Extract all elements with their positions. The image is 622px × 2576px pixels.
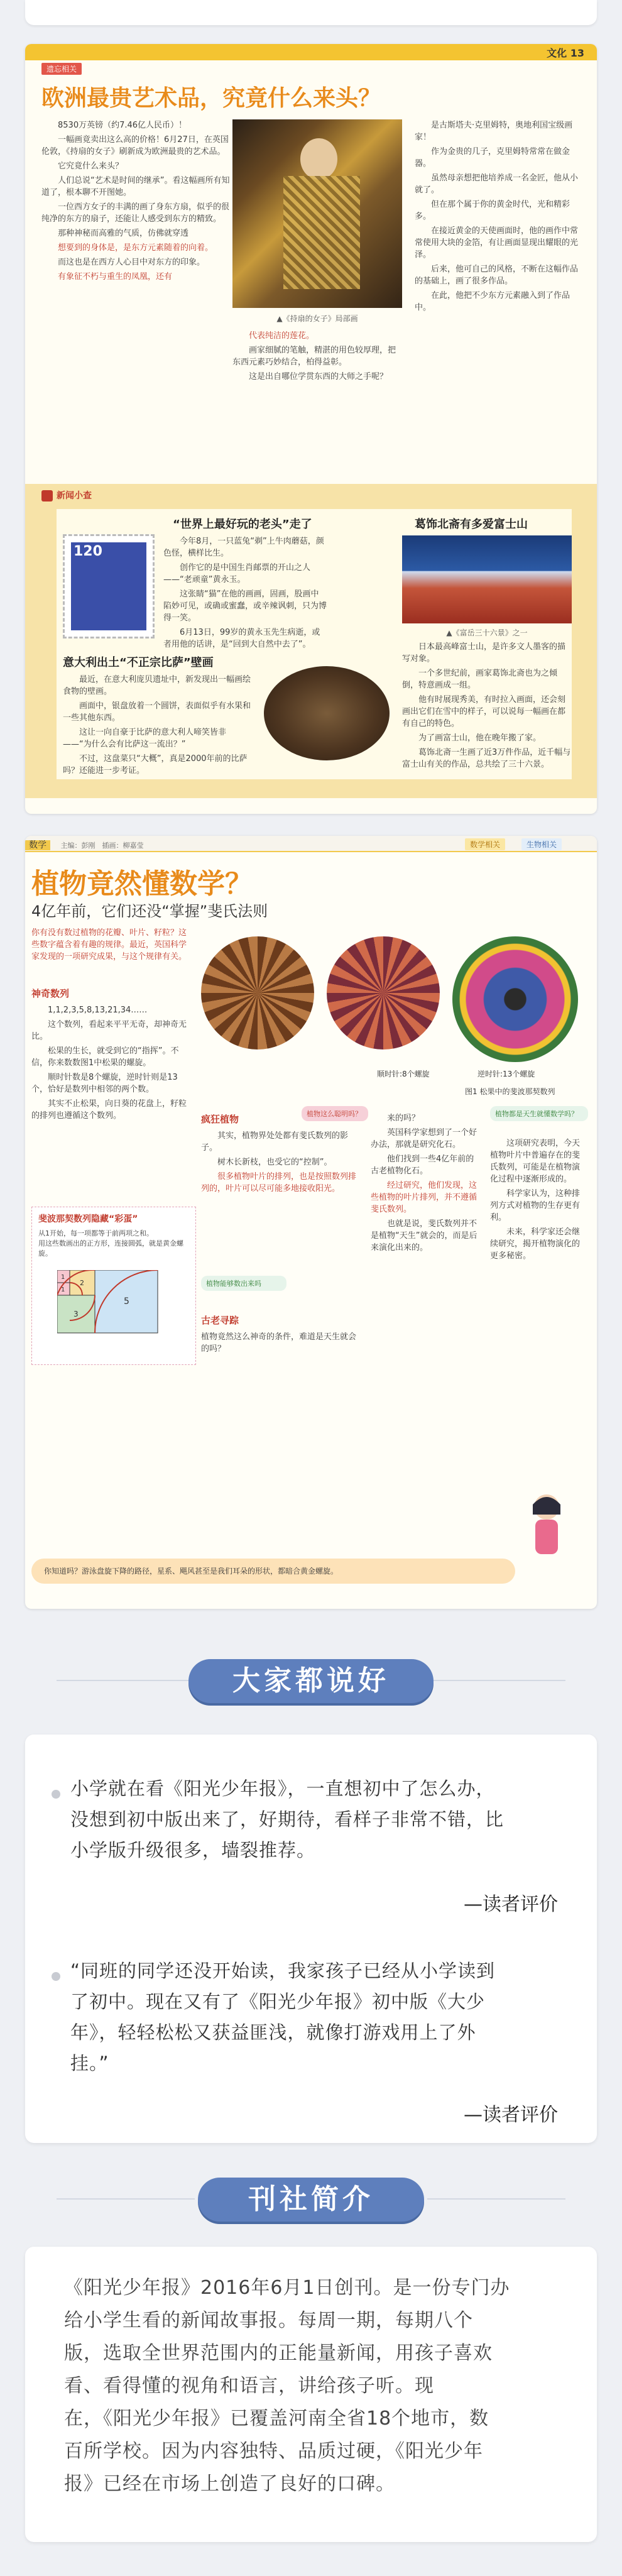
sec3-body: 植物竟然这么神奇的条件，难道是天生就会的吗？: [201, 1332, 357, 1354]
box-text: [38, 1229, 189, 1259]
para: 一位西方女子的丰满的画了身东方扇，似乎的很纯净的东方的扇子，还能让人感受到东方的精致。: [41, 202, 230, 224]
intro-line: 在，《阳光少年报》已覆盖河南全省18个地市，数: [64, 2408, 489, 2430]
page2-corner: [25, 838, 143, 851]
news-header-label: 新闻小查: [57, 491, 92, 501]
divider-left: [57, 2198, 195, 2200]
news3-title: 意大利出土“不正宗比萨”壁画: [63, 656, 214, 669]
review-1-signature: —读者评价: [464, 1894, 558, 1916]
divider-left: [57, 1680, 195, 1681]
painting-caption: ▲《持扇的女子》局部画: [276, 314, 358, 323]
section-label: [547, 45, 584, 60]
box-number: 3: [74, 1310, 79, 1318]
bubble-green: 植物能够数出来吗: [201, 1276, 286, 1291]
para: 虽然母亲想把他培养成一名金匠，他从小就了。: [415, 173, 579, 195]
para: 在此，他把不少东方元素融入到了作品中。: [415, 291, 570, 312]
para: 在接近黄金的天使画面时，他的画作中常常使用大块的金箔，有让画面显现出耀眼的光泽。: [415, 226, 579, 260]
intro-card: [25, 2247, 597, 2542]
para: 6月13日，99岁的黄永玉先生病逝，或者用他的话讲，是“回到大自然中去了”。: [163, 628, 320, 649]
intro-line: 《阳光少年报》2016年6月1日创刊。是一份专门办: [64, 2277, 510, 2299]
intro-line: 报》已经在市场上创造了良好的口碑。: [64, 2473, 395, 2495]
para: 英国科学家想到了一个好办法，那就是研究化石。: [371, 1128, 477, 1149]
review-line: 小学版升级很多，墙裂推荐。: [70, 1839, 316, 1861]
para: 也就是说，斐氏数列并不是植物“天生”就会的，而是后来演化出来的。: [371, 1219, 477, 1252]
sec1-body: [31, 1004, 188, 1124]
bubble-red: 植物这么聪明吗？: [302, 1106, 368, 1121]
fig1-label-a: 顺时针:8个螺旋: [377, 1070, 430, 1078]
para: 8530万英镑（约7.46亿人民币）！: [58, 121, 187, 130]
para: 其实，植物界处处都有斐氏数列的影子。: [201, 1131, 349, 1153]
para: 是古斯塔夫·克里姆特，奥地利国宝级画家！: [415, 121, 573, 142]
corner-label: 数学: [25, 840, 50, 850]
para: 他们找到一些4亿年前的古老植物化石。: [371, 1154, 474, 1176]
para: 这让一向自豪于比萨的意大利人啼笑皆非——“为什么会有比萨这一流出？”: [63, 728, 227, 749]
bullet-dot: [52, 1972, 60, 1981]
girl-illustration: [521, 1489, 572, 1559]
para: 代表纯洁的莲花。: [249, 331, 315, 341]
page-tag: 遗忘相关: [41, 63, 82, 75]
para: 人们总说“艺术是时间的继承”。看这幅画所有知道了，根本聊不开图她。: [41, 176, 230, 197]
divider-right: [427, 2198, 565, 2200]
review-line: 年》，轻轻松松又获益匪浅，就像打游戏用上了外: [70, 2022, 476, 2043]
box-line: 用这些数画出的正方形，连接圆弧，就是黄金螺旋。: [38, 1239, 183, 1258]
review-2-signature: —读者评价: [464, 2104, 558, 2126]
bubble-right: 植物都是天生就懂数学吗？: [490, 1106, 588, 1121]
para: 未来，科学家还会继续研究，揭开植物演化的更多秘密。: [490, 1227, 581, 1261]
para: 葛饰北斋一生画了近3万件作品，近千幅与富士山有关的作品，总共绘了三十六景。: [402, 748, 571, 769]
para: 这是出自哪位学贯东西的大师之手呢？: [249, 372, 388, 381]
pinecone-image: [327, 936, 440, 1050]
news-icon: [41, 490, 53, 501]
fresco-image: [264, 666, 390, 760]
para: 今年8月，一只蓝兔“剃”上牛肉蘑菇，颜色怪，横样比生。: [163, 537, 324, 558]
fibonacci-box: [31, 1207, 196, 1365]
fig1-label-b: 逆时针:13个螺旋: [477, 1070, 535, 1078]
intro-line: 版，选取全世界范围内的正能量新闻，用孩子喜欢: [64, 2342, 493, 2364]
fig1-caption: 图1 松果中的斐波那契数列: [465, 1087, 555, 1096]
footer-note: 你知道吗？游泳盘旋下降的路径，星系、飓风甚至是我们耳朵的形状，都暗合黄金螺旋。: [44, 1567, 339, 1576]
para: 而这也是在西方人心目中对东方的印象。: [58, 258, 205, 267]
review-line: 小学就在看《阳光少年报》，一直想初中了怎么办，: [70, 1778, 495, 1799]
para: 为了画富士山，他在晚年搬了家。: [418, 733, 542, 743]
news2-title: 葛饰北斋有多爱富士山: [415, 518, 528, 531]
para: 想要到的身体是，是东方元素随着的向着。: [58, 243, 214, 253]
para: 日本最高峰富士山，是许多文人墨客的描写对象。: [402, 642, 566, 664]
tag-math: 数学相关: [465, 838, 505, 850]
para: 但在那个属于你的黄金时代，光和精彩多。: [415, 200, 570, 221]
article-col-2: [232, 330, 402, 385]
intro-heading: 刊社简介: [198, 2178, 424, 2222]
para: 这张睛“猫”在他的画画，固画，股画中陷妙可见，或确或蜜蠢，或辛辣讽刺，只为博得一笑。: [163, 589, 327, 623]
para: 很多植物叶片的排列，也是按照数列排列的，叶片可以尽可能多地接收阳光。: [201, 1172, 357, 1193]
sec2-heading: 疯狂植物: [201, 1114, 239, 1125]
intro-line: 看、看得懂的视角和语言，讲给孩子听。现: [64, 2375, 434, 2397]
reviews-card: [25, 1735, 597, 2143]
article-title: 植物竟然懂数学？: [31, 868, 253, 900]
para: 不过，这盘菜只“大概”，真是2000年前的比萨吗？还能进一步考证。: [63, 754, 248, 776]
article-title: 欧洲最贵艺术品，究竟什么来头？: [41, 85, 381, 111]
sec1-heading: 神奇数列: [31, 988, 70, 999]
para: 一个多世纪前，画家葛饰北斋也为之倾倒，特意画成一组。: [402, 669, 558, 690]
painting-image: [232, 119, 402, 308]
para: 这个数列，看起来平平无奇，却神奇无比。: [31, 1020, 187, 1041]
page-top-band: [25, 44, 597, 60]
review-line: 没想到初中版出来了，好期待，看样子非常不错，比: [70, 1809, 505, 1830]
para: 它究竟什么来头？: [58, 162, 124, 171]
para: 最近，在意大利庞贝遗址中，新发现出一幅画绘食物的壁画。: [63, 675, 251, 696]
article-subtitle: 4亿年前，它们还没“掌握”斐氏法则: [31, 902, 268, 920]
para: 作为金贵的几子，克里姆特常常在做金器。: [415, 147, 570, 168]
magazine-page-art: [25, 44, 597, 814]
article-col-1: [41, 119, 230, 285]
divider-right: [427, 1680, 565, 1681]
box-number: 1: [61, 1274, 65, 1281]
box-number: 1: [61, 1286, 65, 1293]
para: 1,1,2,3,5,8,13,21,34……: [48, 1006, 148, 1015]
news1-body: [163, 535, 327, 653]
sunflower-image: [452, 936, 578, 1062]
news2-body: [402, 641, 572, 773]
review-1-text: [70, 1773, 573, 1866]
news1-title: “世界上最好玩的老头”走了: [173, 518, 312, 531]
box-number: 5: [124, 1296, 129, 1307]
para: 画面中，银盘放着一个圆饼，表面似乎有水果和一些其他东西。: [63, 701, 251, 723]
review-2-text: [70, 1956, 573, 2079]
para: 来的吗？: [387, 1114, 420, 1123]
para: 这项研究表明，今天植物叶片中普遍存在的斐氏数列，可能是在植物演化过程中逐渐形成的。: [490, 1139, 581, 1184]
news-header: [41, 489, 92, 501]
para: 一幅画竟卖出这么高的价格！6月27日，在英国伦敦，《持扇的女子》刷新成为欧洲最贵的艺术品。: [41, 135, 229, 156]
para: 科学家认为，这种排列方式对植物的生存更有利。: [490, 1189, 581, 1222]
para: 后来，他可自己的风格，不断在这幅作品的基础上，画了很多作品。: [415, 265, 579, 286]
box-title: 斐波那契数列隐藏“彩蛋”: [38, 1214, 138, 1224]
page-number: 13: [570, 47, 584, 59]
para: 创作它的是中国生肖邮票的开山之人——“老顽童”黄永玉。: [163, 563, 311, 584]
para: 画家细腻的笔触，精湛的用色较厚理，把东西元素巧妙结合，柏得益彰。: [232, 346, 396, 367]
box-line: 从1开始，每一项都等于前两项之和。: [38, 1229, 153, 1237]
intro-text: [64, 2272, 560, 2501]
tag-biology: 生物相关: [521, 838, 562, 850]
intro-line: 给小学生看的新闻故事报。每周一期，每期八个: [64, 2310, 473, 2332]
mid-column: [371, 1112, 477, 1256]
lead-text: 你有没有数过植物的花瓣、叶片、籽粒？这些数字蕴含着有趣的规律。最近，英国科学家发现的一项研究成果，与这个规律有关。: [31, 928, 187, 962]
news3-body: [63, 674, 251, 779]
intro-line: 百所学校。因为内容独特、品质过硬，《阳光少年: [64, 2440, 483, 2462]
review-line: “同班的同学还没开始读，我家孩子已经从小学读到: [70, 1960, 496, 1981]
bullet-dot: [52, 1790, 60, 1799]
para: 顺时针数是8个螺旋，逆时针则是13个，恰好是数列中相邻的两个数。: [31, 1073, 178, 1094]
section-name: 文化: [547, 47, 567, 59]
review-line: 了初中。现在又有了《阳光少年报》初中版《大少: [70, 1991, 486, 2012]
sec2-body: [201, 1130, 358, 1197]
stamp-image: [63, 534, 155, 639]
para: 其实不止松果，向日葵的花盘上，籽粒的排列也遵循这个数列。: [31, 1099, 187, 1121]
para: 那种神秘而高雅的气质，仿佛就穿透: [58, 229, 189, 238]
para: 树木长新枝，也受它的“控制”。: [217, 1158, 332, 1167]
golden-spiral-diagram: [57, 1270, 170, 1358]
previous-card-fragment: [25, 0, 597, 25]
para: 有象征不朽与重生的凤凰，还有: [58, 272, 173, 282]
para: 松果的生长，就受到它的“指挥”。不信，你来数数图1中松果的螺旋。: [31, 1046, 179, 1068]
reviews-heading: 大家都说好: [188, 1659, 434, 1703]
sec3-heading: 古老寻踪: [201, 1315, 239, 1326]
right-column: [490, 1137, 584, 1264]
pinecone-image: [201, 936, 314, 1050]
magazine-page-math: [25, 836, 597, 1609]
para: 他有时展现秀美，有时拉入画面，还会刻画出它们在雪中的样子，可以说每一幅画在都有自己的特色。: [402, 695, 566, 728]
editor-line: 主编：彭刚 插画：柳嘉莹: [60, 841, 144, 850]
fuji-caption: ▲《富岳三十六景》之一: [446, 628, 528, 637]
para: 经过研究，他们发现，这些植物的叶片排列，并不遵循斐氏数列。: [371, 1181, 477, 1214]
fuji-print-image: [402, 535, 572, 623]
review-line: 挂。”: [70, 2053, 109, 2074]
stamp-value: 120: [74, 544, 102, 559]
box-number: 2: [80, 1279, 84, 1287]
article-col-3: [415, 119, 584, 316]
